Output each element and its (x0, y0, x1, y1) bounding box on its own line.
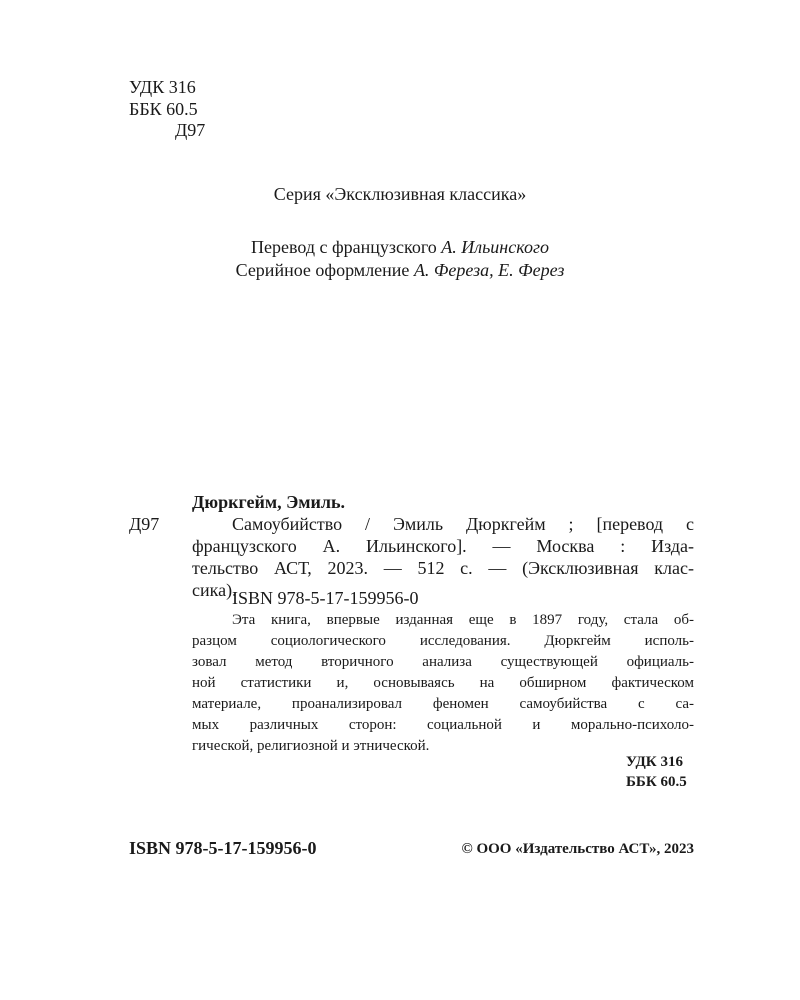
annotation (192, 610, 694, 757)
bbk-code: ББК 60.5 (129, 99, 198, 119)
udk-code: УДК 316 (129, 77, 196, 97)
translation-prefix: Перевод с французского (251, 237, 442, 257)
udk-code-bottom: УДК 316 (626, 754, 683, 770)
translator-name: А. Ильинского (441, 237, 549, 257)
annotation-line: ной статистики и, основываясь на обширном фактическом (192, 675, 694, 691)
annotation-line: материале, проанализировал феномен самоубийства с са- (192, 696, 694, 712)
annotation-line: разцом социологического исследования. Дюркгейм исполь- (192, 633, 694, 649)
description-line: сика). (192, 580, 237, 600)
footer-isbn: ISBN 978-5-17-159956-0 (129, 838, 317, 858)
annotation-line: зовал метод вторичного анализа существующей официаль- (192, 654, 694, 670)
bbk-code-bottom: ББК 60.5 (626, 774, 687, 790)
designer-names: А. Фереза, Е. Ферез (413, 260, 565, 280)
series-title: Серия «Эксклюзивная классика» (273, 184, 527, 204)
description-line: Самоубийство / Эмиль Дюркгейм ; [перевод с (232, 514, 694, 534)
catalog-isbn: ISBN 978-5-17-159956-0 (232, 588, 419, 608)
description-line: французского А. Ильинского]. — Москва : Изда- (192, 536, 694, 556)
design-credit (0, 259, 800, 281)
catalog-author-mark: Д97 (129, 514, 160, 534)
translation-credit (0, 236, 800, 258)
annotation-line: Эта книга, впервые изданная еще в 1897 году, стала об- (232, 612, 694, 628)
author-mark: Д97 (175, 120, 206, 140)
author-heading: Дюркгейм, Эмиль. (192, 492, 346, 512)
annotation-line: гической, религиозной и этнической. (192, 738, 430, 754)
copyright-notice: © ООО «Издательство АСТ», 2023 (461, 841, 694, 857)
description-line: тельство АСТ, 2023. — 512 с. — (Эксклюзивная клас- (192, 558, 694, 578)
design-prefix: Серийное оформление (235, 260, 414, 280)
annotation-line: мых различных сторон: социальной и морально-психоло- (192, 717, 694, 733)
